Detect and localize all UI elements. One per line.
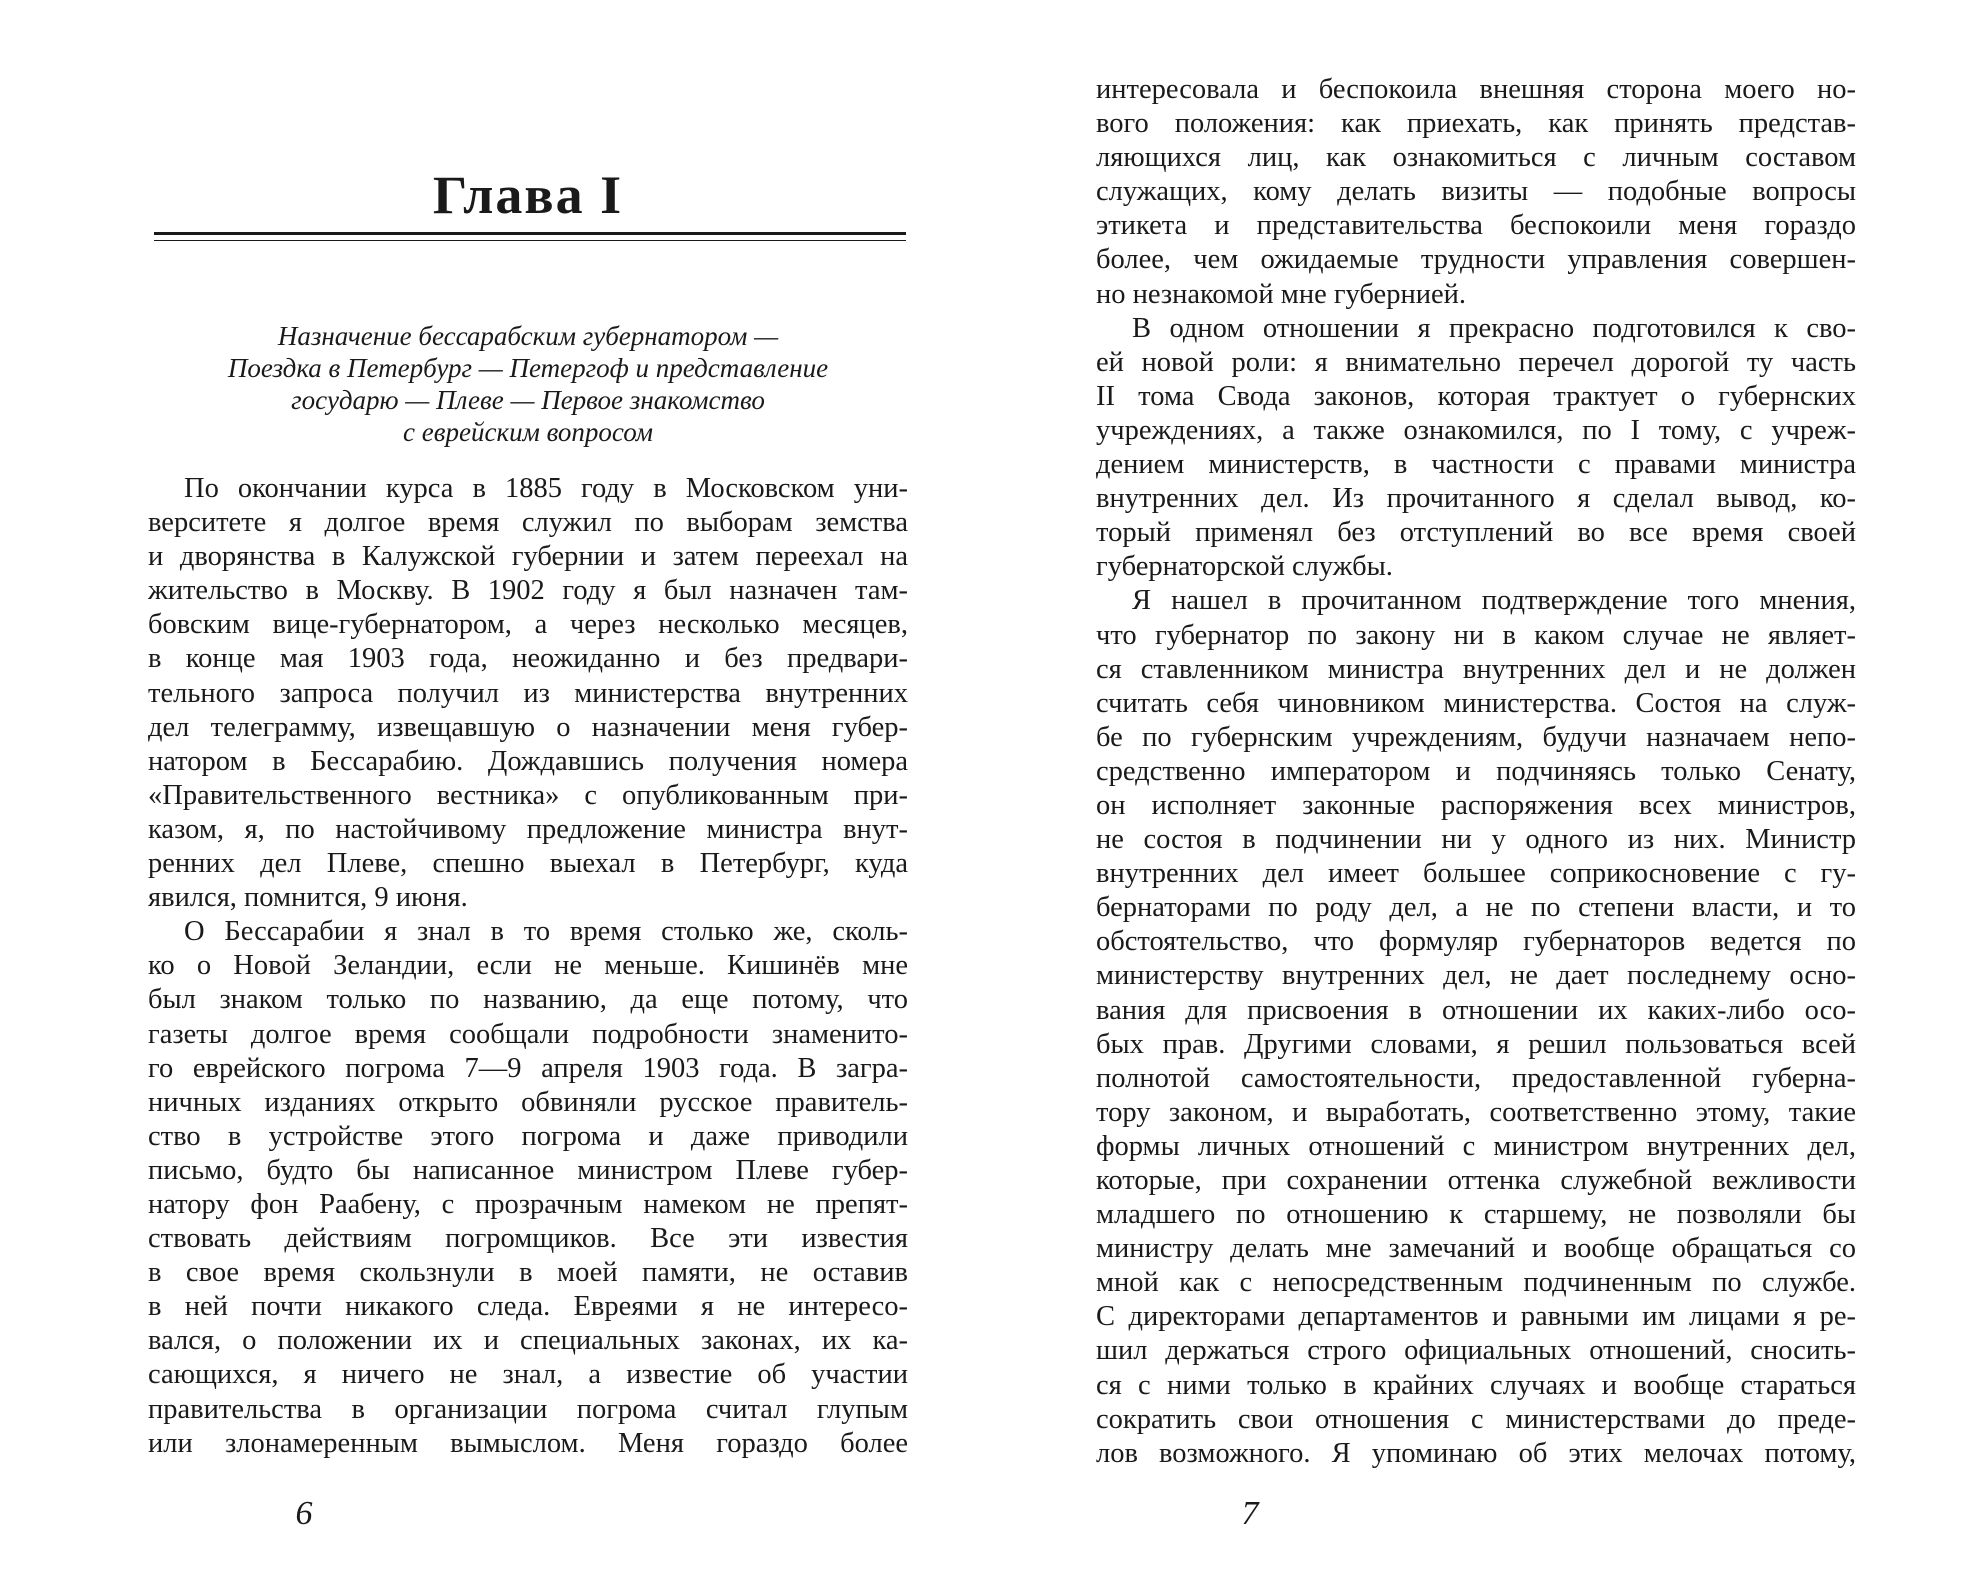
text-line: не состоя в подчинении ни у одного из них. Министр [1096, 824, 1856, 856]
text-line: правительства в организации погрома считал глупым [148, 1393, 908, 1425]
text-line: письмо, будто бы написанное министром Плеве губер- [148, 1154, 908, 1186]
text-line: но незнакомой мне губернией. [1096, 278, 1466, 310]
page-number: 7 [1241, 1495, 1259, 1532]
text-line: дением министерств, в частности с правами министра [1096, 449, 1856, 481]
text-line: ся ставленником министра внутренних дел и не должен [1096, 653, 1856, 685]
text-line: сающихся, я ничего не знал, а известие об участии [148, 1359, 908, 1391]
text-line: газеты долгое время сообщали подробности знаменито- [148, 1018, 908, 1050]
chapter-title: Глава I [432, 165, 624, 225]
text-line: вания для присвоения в отношении их каких-либо осо- [1096, 994, 1856, 1026]
text-line: дел телеграмму, извещавшую о назначении меня губер- [148, 711, 908, 743]
text-line: С директорами департаментов и равными им лицами я ре- [1096, 1301, 1856, 1333]
text-line: или злонамеренным вымыслом. Меня гораздо более [148, 1427, 908, 1459]
text-line: В одном отношении я прекрасно подготовился к сво- [1132, 312, 1856, 344]
chapter-synopsis [148, 320, 908, 448]
left-body-text [148, 472, 908, 1461]
text-line: бых прав. Другими словами, я решил пользоваться всей [1096, 1028, 1856, 1060]
text-line: шил держаться строго официальных отношений, сносить- [1096, 1335, 1856, 1367]
text-line: этикета и представительства беспокоили меня гораздо [1096, 210, 1856, 242]
text-line: ничных изданиях открыто обвиняли русское правитель- [148, 1086, 908, 1118]
text-line: II тома Свода законов, которая трактует о губернских [1096, 380, 1856, 412]
text-line: жительство в Москву. В 1902 году я был назначен там- [148, 575, 908, 607]
text-line: натором в Бессарабию. Дождавшись получения номера [148, 745, 908, 777]
text-line: казом, я, по настойчивому предложение министра внут- [148, 813, 908, 845]
text-line: учреждениях, а также ознакомился, по I тому, с учреж- [1096, 414, 1856, 446]
text-line: тельного запроса получил из министерства внутренних [148, 677, 908, 709]
text-line: ствовать действиям погромщиков. Все эти известия [148, 1223, 908, 1255]
text-line: тору законом, и выработать, соответственно этому, такие [1096, 1096, 1856, 1128]
synopsis-line: государю — Плеве — Первое знакомство [291, 385, 765, 415]
title-rule-thin [154, 240, 906, 241]
text-line: ко о Новой Зеландии, если не меньше. Кишинёв мне [148, 950, 908, 982]
text-line: младшего по отношению к старшему, не позволяли бы [1096, 1199, 1856, 1231]
text-line: явился, помнится, 9 июня. [148, 882, 468, 914]
text-line: интересовала и беспокоила внешняя сторона моего но- [1096, 74, 1856, 105]
text-line: го еврейского погрома 7—9 апреля 1903 года. В загра- [148, 1052, 908, 1084]
text-line: мной как с непосредственным подчиненным по службе. [1096, 1267, 1856, 1299]
text-line: натору фон Раабену, с прозрачным намеком не препят- [148, 1188, 908, 1220]
text-line: ство в устройстве этого погрома и даже приводили [148, 1120, 908, 1152]
text-line: «Правительственного вестника» с опубликованным при- [148, 779, 908, 811]
text-line: торый применял без отступлений во все время своей [1096, 517, 1856, 549]
text-line: он исполняет законные распоряжения всех министров, [1096, 789, 1856, 821]
text-line: ся с ними только в крайних случаях и вообще стараться [1096, 1369, 1856, 1401]
left-page [148, 0, 908, 1590]
text-line: губернаторской службы. [1096, 551, 1393, 583]
text-line: министру делать мне замечаний и вообще обращаться со [1096, 1233, 1856, 1265]
text-line: министерству внутренних дел, не дает последнему осно- [1096, 960, 1856, 992]
text-line: средственно императором и подчиняясь только Сенату, [1096, 755, 1856, 787]
text-line: более, чем ожидаемые трудности управления совершен- [1096, 244, 1856, 276]
text-line: служащих, кому делать визиты — подобные вопросы [1096, 176, 1856, 208]
text-line: обстоятельство, что формуляр губернаторов ведется по [1096, 926, 1856, 958]
text-line: бе по губернским учреждениям, будучи назначаем непо- [1096, 721, 1856, 753]
text-line: сократить свои отношения с министерствами до преде- [1096, 1403, 1856, 1435]
text-line: внутренних дел. Из прочитанного я сделал вывод, ко- [1096, 483, 1856, 515]
text-line: лов возможного. Я упоминаю об этих мелочах потому, [1096, 1437, 1856, 1469]
text-line: в конце мая 1903 года, неожиданно и без предвари- [148, 643, 908, 675]
text-line: По окончании курса в 1885 году в Московском уни- [184, 473, 908, 504]
text-line: что губернатор по закону ни в каком случае не являет- [1096, 619, 1856, 651]
text-line: ляющихся лиц, как ознакомиться с личным составом [1096, 142, 1856, 174]
synopsis-line: с еврейским вопросом [403, 417, 653, 447]
text-line: Я нашел в прочитанном подтверждение того мнения, [1132, 585, 1856, 617]
text-line: внутренних дел имеет большее соприкосновение с гу- [1096, 858, 1856, 890]
text-line: О Бессарабии я знал в то время столько же, сколь- [184, 916, 908, 948]
text-line: формы личных отношений с министром внутренних дел, [1096, 1130, 1856, 1162]
text-line: был знаком только по названию, да еще потому, что [148, 984, 908, 1016]
synopsis-line: Поездка в Петербург — Петергоф и представление [227, 353, 829, 383]
synopsis-line: Назначение бессарабским губернатором — [277, 321, 779, 351]
right-body-text [1096, 73, 1856, 1471]
text-line: вого положения: как приехать, как принять представ- [1096, 108, 1856, 140]
text-line: и дворянства в Калужской губернии и затем переехал на [148, 541, 908, 573]
right-page [1096, 0, 1856, 1590]
text-line: ренних дел Плеве, спешно выехал в Петербург, куда [148, 848, 908, 880]
text-line: в ней почти никакого следа. Евреями я не интересо- [148, 1291, 908, 1323]
text-line: верситете я долгое время служил по выборам земства [148, 507, 908, 539]
text-line: бернаторами по роду дел, а не по степени власти, и то [1096, 892, 1856, 924]
page-number: 6 [295, 1495, 313, 1532]
text-line: в свое время скользнули в моей памяти, не оставив [148, 1257, 908, 1289]
text-line: бовским вице-губернатором, а через несколько месяцев, [148, 609, 908, 641]
text-line: вался, о положении их и специальных законах, их ка- [148, 1325, 908, 1357]
text-line: считать себя чиновником министерства. Состоя на служ- [1096, 687, 1856, 719]
text-line: ей новой роли: я внимательно перечел дорогой ту часть [1096, 346, 1856, 378]
text-line: полнотой самостоятельности, предоставленной губерна- [1096, 1062, 1856, 1094]
text-line: которые, при сохранении оттенка служебной вежливости [1096, 1165, 1856, 1196]
title-rule-thick [154, 232, 906, 235]
